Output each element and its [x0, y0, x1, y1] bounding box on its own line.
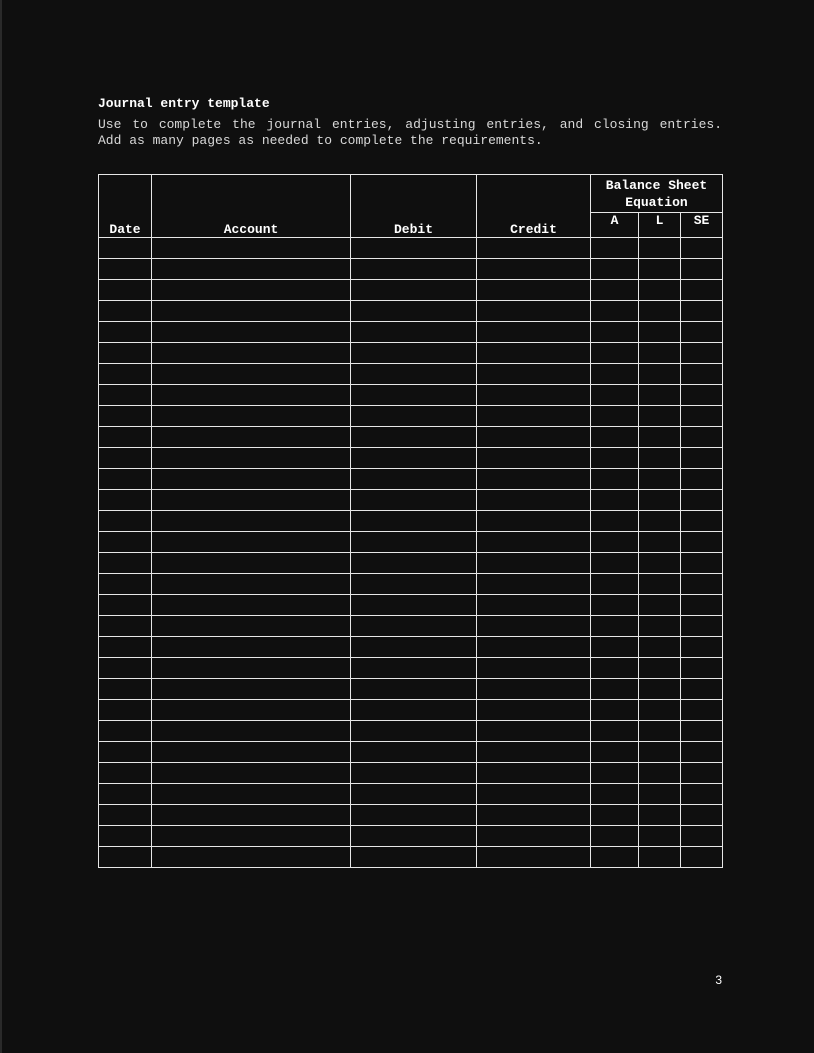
cell-credit[interactable]: [477, 847, 591, 868]
cell-a[interactable]: [591, 406, 639, 427]
cell-credit[interactable]: [477, 616, 591, 637]
cell-account[interactable]: [152, 595, 351, 616]
cell-account[interactable]: [152, 742, 351, 763]
cell-se[interactable]: [681, 427, 723, 448]
cell-l[interactable]: [639, 595, 681, 616]
cell-credit[interactable]: [477, 595, 591, 616]
cell-date[interactable]: [99, 238, 152, 259]
column-header-debit: Debit: [351, 175, 477, 238]
cell-credit[interactable]: [477, 490, 591, 511]
cell-l[interactable]: [639, 700, 681, 721]
cell-l[interactable]: [639, 553, 681, 574]
journal-entry-table: [98, 174, 723, 868]
cell-debit[interactable]: [351, 595, 477, 616]
cell-debit[interactable]: [351, 805, 477, 826]
cell-debit[interactable]: [351, 406, 477, 427]
cell-se[interactable]: [681, 805, 723, 826]
cell-se[interactable]: [681, 700, 723, 721]
cell-a[interactable]: [591, 658, 639, 679]
cell-account[interactable]: [152, 847, 351, 868]
cell-se[interactable]: [681, 637, 723, 658]
cell-l[interactable]: [639, 343, 681, 364]
cell-a[interactable]: [591, 574, 639, 595]
cell-debit[interactable]: [351, 511, 477, 532]
cell-l[interactable]: [639, 574, 681, 595]
cell-date[interactable]: [99, 448, 152, 469]
cell-credit[interactable]: [477, 406, 591, 427]
cell-account[interactable]: [152, 511, 351, 532]
cell-account[interactable]: [152, 343, 351, 364]
cell-debit[interactable]: [351, 448, 477, 469]
cell-a[interactable]: [591, 637, 639, 658]
cell-se[interactable]: [681, 301, 723, 322]
cell-se[interactable]: [681, 658, 723, 679]
cell-debit[interactable]: [351, 658, 477, 679]
cell-debit[interactable]: [351, 637, 477, 658]
table-row: [99, 427, 723, 448]
cell-account[interactable]: [152, 616, 351, 637]
cell-date[interactable]: [99, 553, 152, 574]
document-page: [2, 0, 814, 1053]
cell-date[interactable]: [99, 532, 152, 553]
cell-date[interactable]: [99, 406, 152, 427]
table-row: [99, 364, 723, 385]
cell-account[interactable]: [152, 301, 351, 322]
cell-a[interactable]: [591, 742, 639, 763]
cell-a[interactable]: [591, 427, 639, 448]
cell-se[interactable]: [681, 406, 723, 427]
table-row: [99, 784, 723, 805]
cell-account[interactable]: [152, 826, 351, 847]
cell-se[interactable]: [681, 532, 723, 553]
cell-debit[interactable]: [351, 553, 477, 574]
cell-credit[interactable]: [477, 658, 591, 679]
cell-date[interactable]: [99, 742, 152, 763]
cell-date[interactable]: [99, 490, 152, 511]
cell-account[interactable]: [152, 574, 351, 595]
cell-account[interactable]: [152, 553, 351, 574]
table-row: [99, 616, 723, 637]
cell-l[interactable]: [639, 721, 681, 742]
cell-credit[interactable]: [477, 574, 591, 595]
cell-account[interactable]: [152, 721, 351, 742]
cell-debit[interactable]: [351, 784, 477, 805]
cell-date[interactable]: [99, 763, 152, 784]
cell-se[interactable]: [681, 490, 723, 511]
cell-l[interactable]: [639, 826, 681, 847]
cell-credit[interactable]: [477, 784, 591, 805]
cell-se[interactable]: [681, 553, 723, 574]
cell-account[interactable]: [152, 805, 351, 826]
cell-a[interactable]: [591, 595, 639, 616]
cell-a[interactable]: [591, 763, 639, 784]
cell-credit[interactable]: [477, 238, 591, 259]
cell-l[interactable]: [639, 637, 681, 658]
cell-debit[interactable]: [351, 364, 477, 385]
cell-date[interactable]: [99, 847, 152, 868]
cell-l[interactable]: [639, 364, 681, 385]
table-row: [99, 490, 723, 511]
cell-account[interactable]: [152, 259, 351, 280]
cell-credit[interactable]: [477, 280, 591, 301]
page-title: Journal entry template: [98, 96, 270, 111]
cell-se[interactable]: [681, 259, 723, 280]
cell-l[interactable]: [639, 280, 681, 301]
cell-a[interactable]: [591, 553, 639, 574]
cell-se[interactable]: [681, 763, 723, 784]
cell-date[interactable]: [99, 679, 152, 700]
cell-a[interactable]: [591, 280, 639, 301]
table-row: [99, 658, 723, 679]
cell-l[interactable]: [639, 847, 681, 868]
table-row: [99, 826, 723, 847]
cell-date[interactable]: [99, 280, 152, 301]
cell-se[interactable]: [681, 469, 723, 490]
cell-se[interactable]: [681, 574, 723, 595]
cell-debit[interactable]: [351, 679, 477, 700]
cell-se[interactable]: [681, 679, 723, 700]
cell-date[interactable]: [99, 427, 152, 448]
page-number: 3: [715, 973, 722, 987]
cell-l[interactable]: [639, 805, 681, 826]
table-row: [99, 805, 723, 826]
cell-se[interactable]: [681, 511, 723, 532]
cell-l[interactable]: [639, 616, 681, 637]
table-row: [99, 322, 723, 343]
table-row: [99, 679, 723, 700]
cell-l[interactable]: [639, 658, 681, 679]
cell-credit[interactable]: [477, 742, 591, 763]
table-row: [99, 406, 723, 427]
column-header-liabilities: L: [639, 213, 681, 238]
cell-date[interactable]: [99, 469, 152, 490]
cell-debit[interactable]: [351, 490, 477, 511]
cell-se[interactable]: [681, 742, 723, 763]
cell-credit[interactable]: [477, 700, 591, 721]
cell-credit[interactable]: [477, 532, 591, 553]
cell-date[interactable]: [99, 595, 152, 616]
cell-date[interactable]: [99, 322, 152, 343]
column-header-credit: Credit: [477, 175, 591, 238]
cell-l[interactable]: [639, 301, 681, 322]
cell-l[interactable]: [639, 259, 681, 280]
cell-l[interactable]: [639, 784, 681, 805]
table-row: [99, 301, 723, 322]
cell-se[interactable]: [681, 364, 723, 385]
cell-a[interactable]: [591, 490, 639, 511]
cell-l[interactable]: [639, 448, 681, 469]
table-row: [99, 448, 723, 469]
cell-account[interactable]: [152, 448, 351, 469]
cell-l[interactable]: [639, 406, 681, 427]
cell-debit[interactable]: [351, 700, 477, 721]
cell-debit[interactable]: [351, 301, 477, 322]
cell-credit[interactable]: [477, 385, 591, 406]
cell-credit[interactable]: [477, 805, 591, 826]
cell-se[interactable]: [681, 280, 723, 301]
column-header-balance-sheet-equation: Balance Sheet Equation: [591, 175, 723, 213]
table-row: [99, 847, 723, 868]
instructions-text: Use to complete the journal entries, adjusting entries, and closing entries. Add as many pages as needed to complete the requirements.: [98, 117, 722, 148]
cell-debit[interactable]: [351, 763, 477, 784]
cell-l[interactable]: [639, 742, 681, 763]
cell-credit[interactable]: [477, 637, 591, 658]
cell-credit[interactable]: [477, 301, 591, 322]
cell-se[interactable]: [681, 448, 723, 469]
cell-account[interactable]: [152, 280, 351, 301]
cell-se[interactable]: [681, 784, 723, 805]
column-header-assets: A: [591, 213, 639, 238]
cell-l[interactable]: [639, 322, 681, 343]
cell-debit[interactable]: [351, 721, 477, 742]
table-row: [99, 742, 723, 763]
cell-debit[interactable]: [351, 469, 477, 490]
cell-account[interactable]: [152, 322, 351, 343]
cell-account[interactable]: [152, 784, 351, 805]
cell-debit[interactable]: [351, 574, 477, 595]
cell-date[interactable]: [99, 721, 152, 742]
cell-a[interactable]: [591, 343, 639, 364]
cell-l[interactable]: [639, 679, 681, 700]
cell-debit[interactable]: [351, 826, 477, 847]
cell-credit[interactable]: [477, 721, 591, 742]
cell-account[interactable]: [152, 658, 351, 679]
cell-a[interactable]: [591, 364, 639, 385]
table-row: [99, 532, 723, 553]
cell-se[interactable]: [681, 847, 723, 868]
cell-account[interactable]: [152, 469, 351, 490]
cell-date[interactable]: [99, 385, 152, 406]
cell-l[interactable]: [639, 532, 681, 553]
cell-debit[interactable]: [351, 532, 477, 553]
cell-a[interactable]: [591, 721, 639, 742]
cell-l[interactable]: [639, 427, 681, 448]
cell-credit[interactable]: [477, 364, 591, 385]
table-row: [99, 763, 723, 784]
cell-date[interactable]: [99, 343, 152, 364]
cell-debit[interactable]: [351, 427, 477, 448]
cell-se[interactable]: [681, 385, 723, 406]
cell-l[interactable]: [639, 511, 681, 532]
table-row: [99, 259, 723, 280]
cell-a[interactable]: [591, 700, 639, 721]
cell-date[interactable]: [99, 616, 152, 637]
cell-account[interactable]: [152, 532, 351, 553]
cell-a[interactable]: [591, 616, 639, 637]
cell-debit[interactable]: [351, 385, 477, 406]
table-row: [99, 574, 723, 595]
cell-debit[interactable]: [351, 847, 477, 868]
table-body: [99, 238, 723, 868]
cell-credit[interactable]: [477, 259, 591, 280]
cell-debit[interactable]: [351, 259, 477, 280]
cell-a[interactable]: [591, 847, 639, 868]
cell-account[interactable]: [152, 679, 351, 700]
cell-l[interactable]: [639, 385, 681, 406]
cell-l[interactable]: [639, 763, 681, 784]
cell-debit[interactable]: [351, 322, 477, 343]
cell-credit[interactable]: [477, 469, 591, 490]
cell-a[interactable]: [591, 238, 639, 259]
cell-date[interactable]: [99, 826, 152, 847]
cell-credit[interactable]: [477, 553, 591, 574]
cell-se[interactable]: [681, 322, 723, 343]
cell-date[interactable]: [99, 259, 152, 280]
cell-date[interactable]: [99, 574, 152, 595]
cell-date[interactable]: [99, 511, 152, 532]
cell-l[interactable]: [639, 469, 681, 490]
cell-account[interactable]: [152, 490, 351, 511]
cell-date[interactable]: [99, 364, 152, 385]
cell-account[interactable]: [152, 406, 351, 427]
cell-credit[interactable]: [477, 763, 591, 784]
table-header: [99, 175, 723, 238]
cell-account[interactable]: [152, 385, 351, 406]
cell-account[interactable]: [152, 427, 351, 448]
cell-account[interactable]: [152, 238, 351, 259]
cell-credit[interactable]: [477, 448, 591, 469]
table-row: [99, 511, 723, 532]
cell-a[interactable]: [591, 469, 639, 490]
column-header-account: Account: [152, 175, 351, 238]
table-row: [99, 238, 723, 259]
cell-credit[interactable]: [477, 322, 591, 343]
table-row: [99, 637, 723, 658]
cell-a[interactable]: [591, 259, 639, 280]
cell-a[interactable]: [591, 784, 639, 805]
cell-se[interactable]: [681, 343, 723, 364]
table-row: [99, 343, 723, 364]
cell-account[interactable]: [152, 364, 351, 385]
cell-a[interactable]: [591, 301, 639, 322]
cell-se[interactable]: [681, 721, 723, 742]
table-row: [99, 595, 723, 616]
cell-debit[interactable]: [351, 616, 477, 637]
table-row: [99, 721, 723, 742]
cell-credit[interactable]: [477, 427, 591, 448]
cell-account[interactable]: [152, 700, 351, 721]
cell-a[interactable]: [591, 679, 639, 700]
cell-a[interactable]: [591, 385, 639, 406]
cell-credit[interactable]: [477, 511, 591, 532]
cell-se[interactable]: [681, 238, 723, 259]
cell-a[interactable]: [591, 322, 639, 343]
cell-account[interactable]: [152, 763, 351, 784]
cell-se[interactable]: [681, 595, 723, 616]
cell-date[interactable]: [99, 637, 152, 658]
cell-se[interactable]: [681, 826, 723, 847]
cell-date[interactable]: [99, 805, 152, 826]
cell-a[interactable]: [591, 805, 639, 826]
column-header-date: Date: [99, 175, 152, 238]
cell-se[interactable]: [681, 616, 723, 637]
table-row: [99, 700, 723, 721]
table-row: [99, 469, 723, 490]
cell-date[interactable]: [99, 301, 152, 322]
cell-credit[interactable]: [477, 343, 591, 364]
cell-date[interactable]: [99, 700, 152, 721]
cell-date[interactable]: [99, 658, 152, 679]
cell-account[interactable]: [152, 637, 351, 658]
table-row: [99, 280, 723, 301]
cell-a[interactable]: [591, 511, 639, 532]
column-header-stockholders-equity: SE: [681, 213, 723, 238]
cell-l[interactable]: [639, 490, 681, 511]
cell-date[interactable]: [99, 784, 152, 805]
table-row: [99, 553, 723, 574]
cell-debit[interactable]: [351, 280, 477, 301]
cell-a[interactable]: [591, 532, 639, 553]
cell-credit[interactable]: [477, 679, 591, 700]
cell-a[interactable]: [591, 448, 639, 469]
cell-debit[interactable]: [351, 742, 477, 763]
table-row: [99, 385, 723, 406]
cell-debit[interactable]: [351, 238, 477, 259]
cell-credit[interactable]: [477, 826, 591, 847]
cell-l[interactable]: [639, 238, 681, 259]
cell-a[interactable]: [591, 826, 639, 847]
cell-debit[interactable]: [351, 343, 477, 364]
